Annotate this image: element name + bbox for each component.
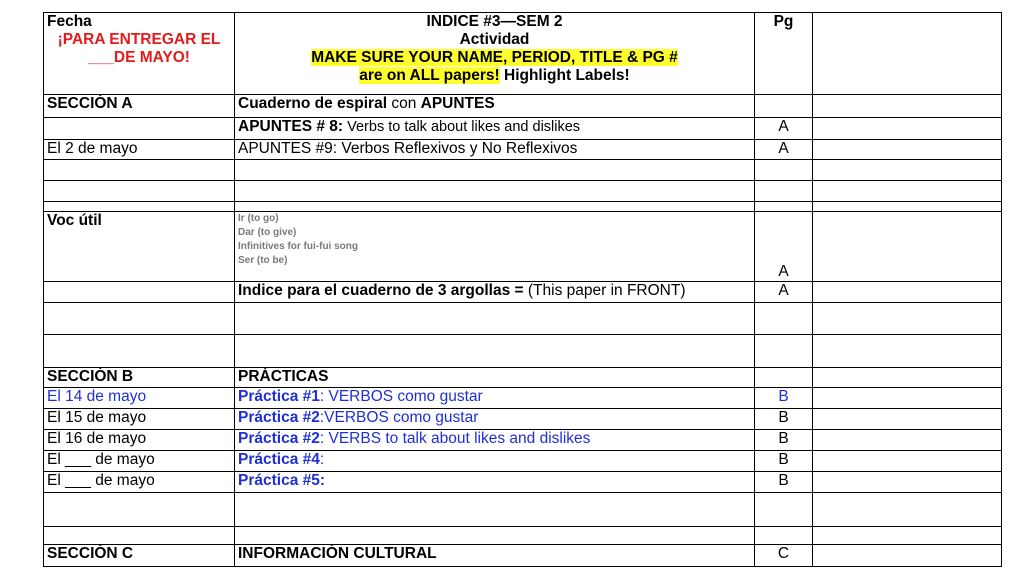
empty-row [44, 335, 1002, 368]
voc-item: Dar (to give) [238, 227, 297, 238]
row-pg: B [755, 472, 813, 493]
empty-row [44, 303, 1002, 335]
empty-row [44, 202, 1002, 212]
section-b-row [44, 368, 1002, 388]
table-row [44, 472, 1002, 493]
table-row [44, 118, 1002, 140]
row-fecha: El 16 de mayo [44, 430, 235, 451]
section-c-label: SECCIÓN C [44, 545, 235, 567]
table-row [44, 451, 1002, 472]
row-actividad: Práctica #4: [235, 451, 755, 472]
voc-item: Ser (to be) [238, 255, 288, 266]
table-row [44, 430, 1002, 451]
section-c-row [44, 545, 1002, 567]
section-b-heading: PRÁCTICAS [235, 368, 755, 388]
index-table [43, 12, 1002, 567]
voc-item: Infinitives for fui-fui song [238, 241, 358, 252]
notice-line-2a: are on ALL papers! [359, 67, 500, 84]
row-actividad: Práctica #5: [235, 472, 755, 493]
empty-row [44, 181, 1002, 202]
row-pg: A [755, 118, 813, 140]
section-a-row [44, 95, 1002, 118]
indice-pg: A [755, 282, 813, 303]
table-row [44, 388, 1002, 409]
section-c-pg: C [755, 545, 813, 567]
notice-line-2b: Highlight Labels! [499, 67, 630, 84]
fecha-header-cell [44, 13, 235, 95]
row-fecha: El 2 de mayo [44, 140, 235, 160]
voc-label: Voc útil [44, 212, 235, 282]
indice-text: Indice para el cuaderno de 3 argollas = (This paper in FRONT) [235, 282, 755, 303]
section-c-heading: INFORMACIÓN CULTURAL [235, 545, 755, 567]
row-fecha: El ___ de mayo [44, 472, 235, 493]
pg-header: Pg [755, 13, 813, 95]
row-fecha: El ___ de mayo [44, 451, 235, 472]
table-row [44, 409, 1002, 430]
deadline-line-2: ___DE MAYO! [88, 49, 190, 66]
empty-header-cell [813, 13, 1002, 95]
voc-list [235, 212, 755, 282]
index-title: INDICE #3—SEM 2 [426, 13, 563, 30]
row-pg: B [755, 430, 813, 451]
row-fecha: El 15 de mayo [44, 409, 235, 430]
header-row [44, 13, 1002, 95]
section-a-heading: Cuaderno de espiral con APUNTES [235, 95, 755, 118]
empty-row [44, 527, 1002, 545]
section-a-label: SECCIÓN A [44, 95, 235, 118]
row-pg: B [755, 451, 813, 472]
row-pg: B [755, 409, 813, 430]
row-actividad: Práctica #2: VERBS to talk about likes and dislikes [235, 430, 755, 451]
indice-row [44, 282, 1002, 303]
row-pg: A [755, 140, 813, 160]
voc-row [44, 212, 1002, 282]
table-row [44, 140, 1002, 160]
fecha-header: Fecha [47, 13, 92, 30]
row-actividad: Práctica #1: VERBOS como gustar [235, 388, 755, 409]
row-fecha [44, 118, 235, 140]
empty-row [44, 160, 1002, 181]
row-actividad: APUNTES # 8: Verbs to talk about likes and dislikes [235, 118, 755, 140]
voc-item: Ir (to go) [238, 213, 279, 224]
empty-row [44, 493, 1002, 527]
row-actividad: Práctica #2:VERBOS como gustar [235, 409, 755, 430]
notice-line-1: MAKE SURE YOUR NAME, PERIOD, TITLE & PG # [311, 49, 678, 66]
voc-pg: A [755, 212, 813, 282]
deadline-line-1: ¡PARA ENTREGAR EL [57, 31, 221, 48]
row-fecha: El 14 de mayo [44, 388, 235, 409]
actividad-header: Actividad [459, 31, 530, 48]
title-cell [235, 13, 755, 95]
row-actividad: APUNTES #9: Verbos Reflexivos y No Reflexivos [235, 140, 755, 160]
section-b-label: SECCIÓN B [44, 368, 235, 388]
row-pg: B [755, 388, 813, 409]
